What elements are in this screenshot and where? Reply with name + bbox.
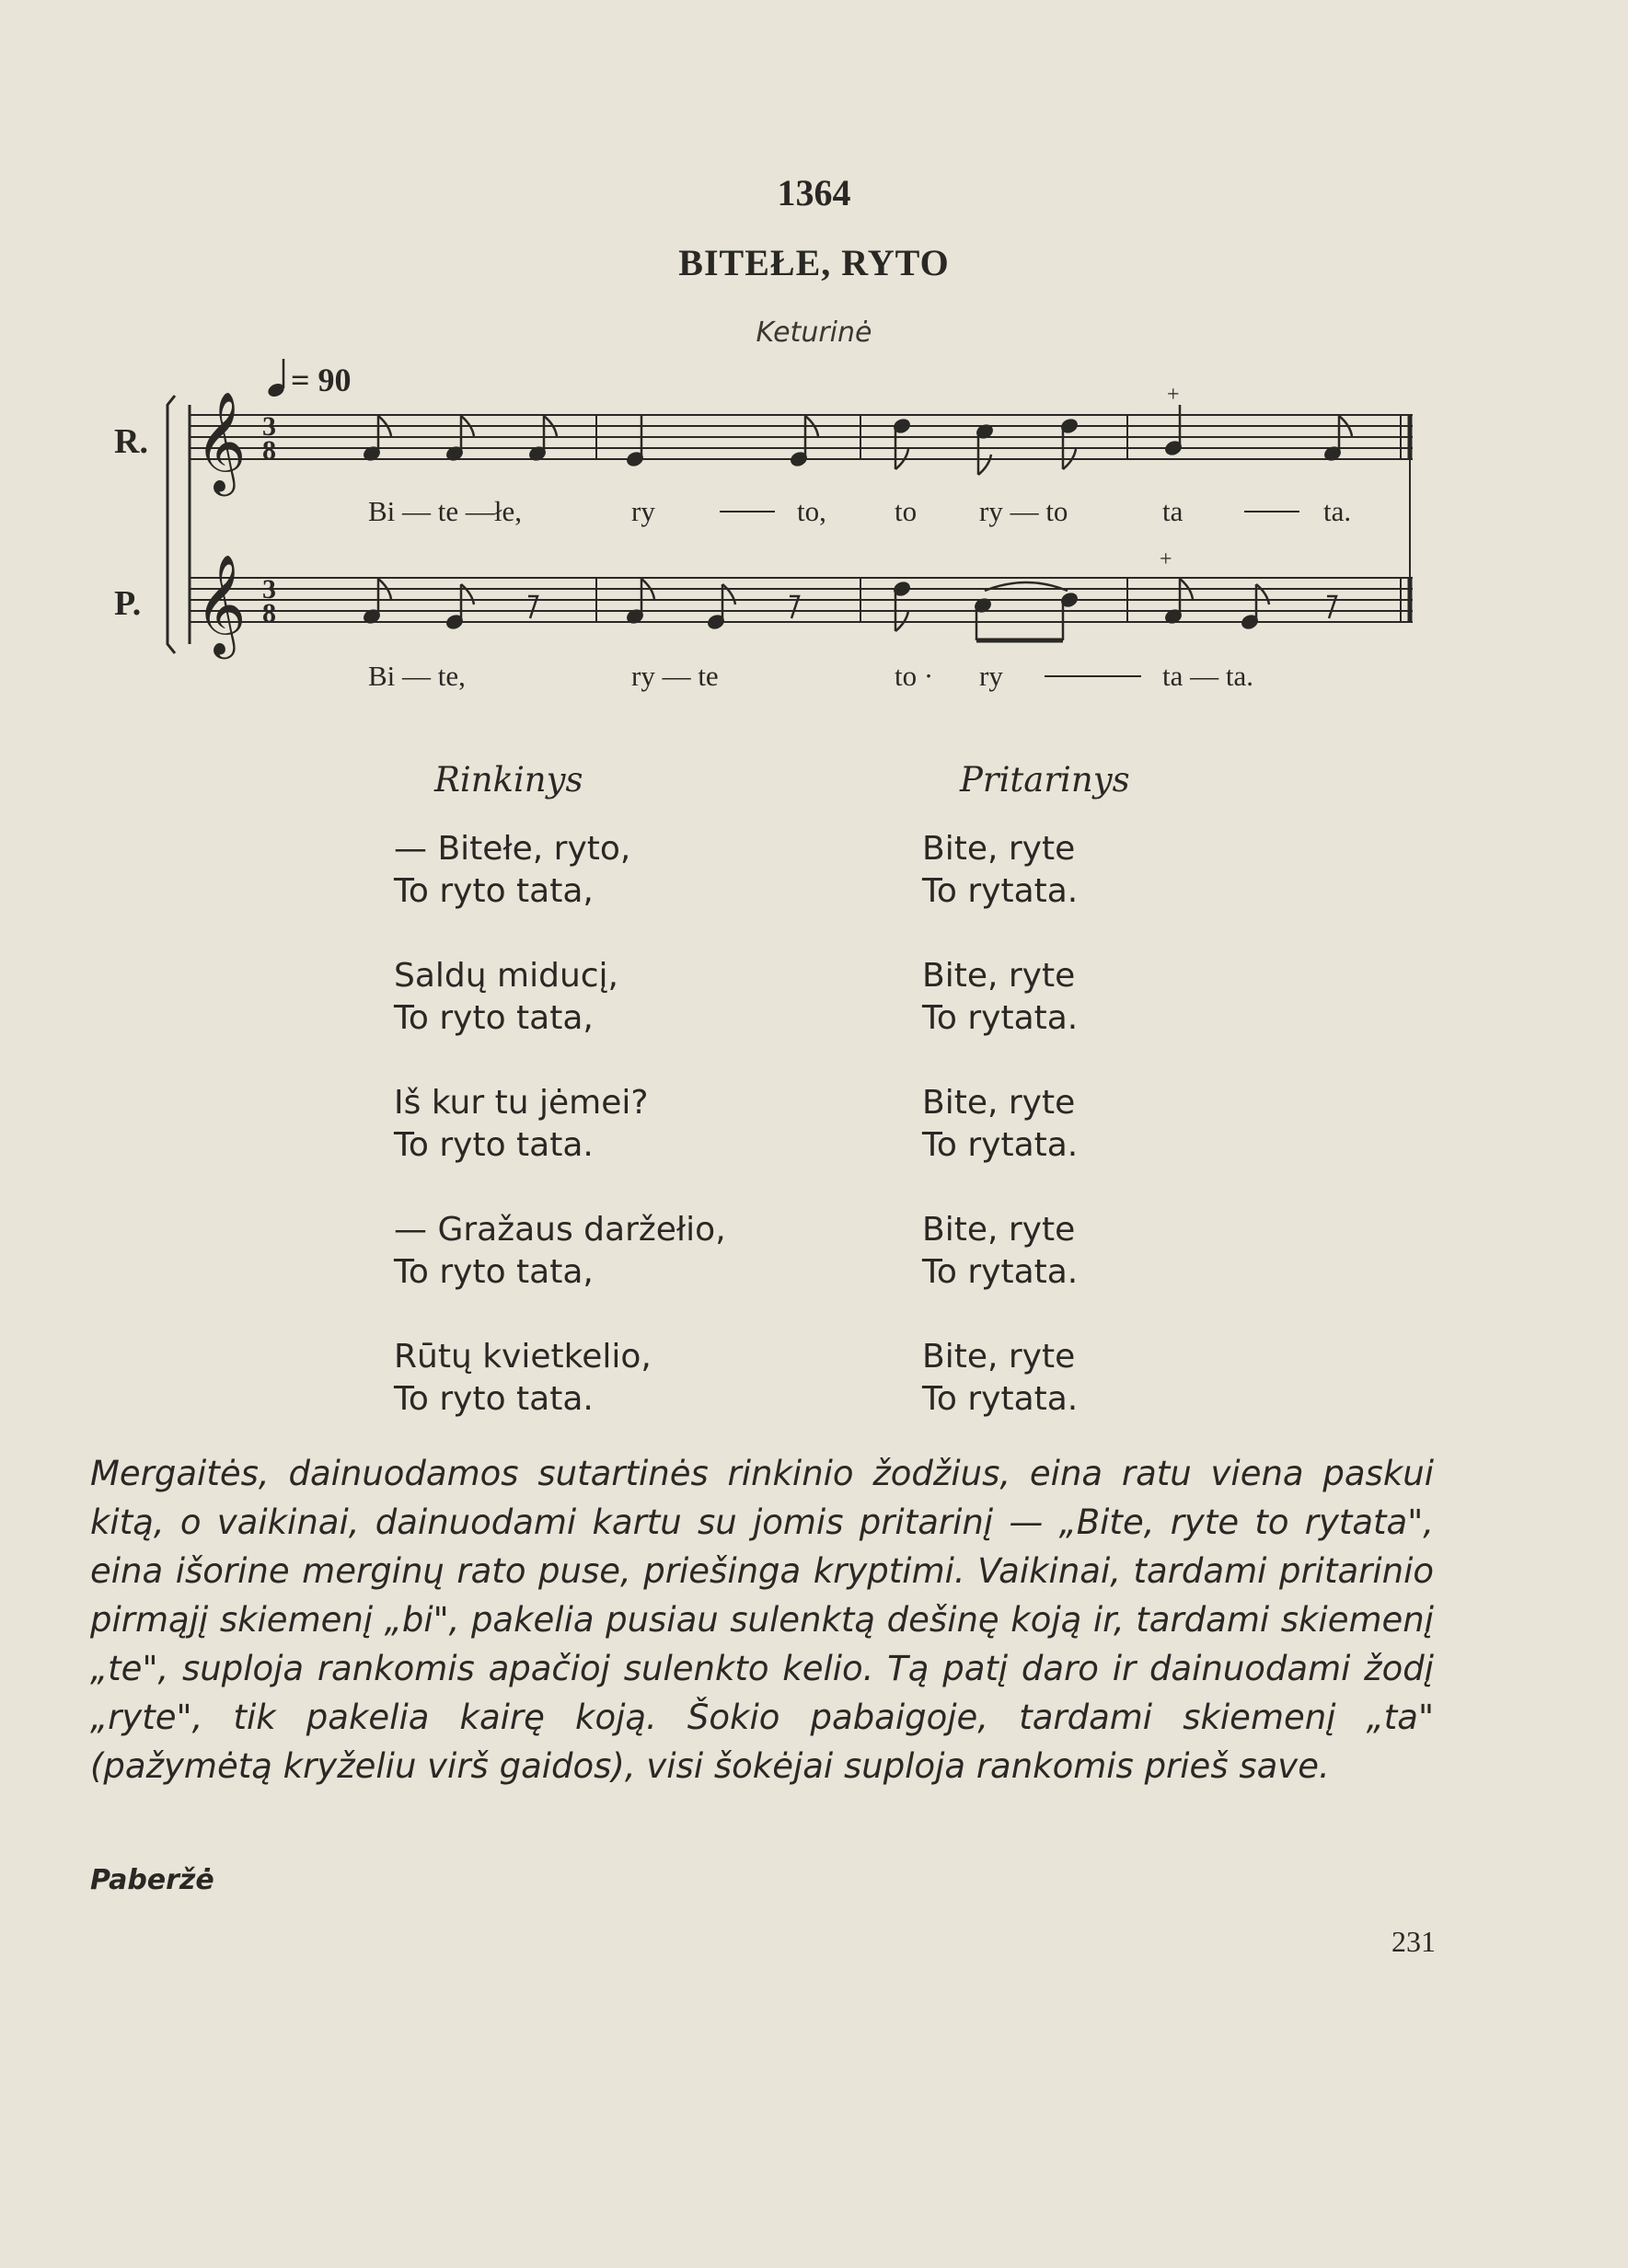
verse-line-pritarinys: Bite, ryte [922, 830, 1076, 868]
accent-cross: + [1167, 383, 1180, 407]
verse-line-pritarinys: To rytata. [922, 872, 1079, 910]
system-bracket [167, 396, 175, 653]
column-heading-right: Pritarinys [960, 760, 1130, 800]
lyric-syllable: ry — to [979, 495, 1068, 527]
song-subtitle: Keturinė [756, 317, 872, 349]
song-number: 1364 [777, 172, 851, 213]
lyric-syllable: Bi — te, [368, 660, 466, 692]
time-signature-top: 3 [262, 574, 276, 604]
lyric-syllable: ta — ta. [1162, 660, 1253, 692]
verse-line-rinkinys: Rūtų kvietkelio, [394, 1338, 652, 1376]
lyric-syllable: ta [1162, 495, 1183, 527]
lyric-syllable: to [895, 495, 918, 527]
tempo-mark: = 90 [291, 362, 352, 398]
treble-clef-icon: 𝄞 [195, 392, 247, 492]
time-signature-top: 3 [262, 411, 276, 442]
lyric-syllable: to · [895, 660, 934, 692]
time-signature-bottom: 8 [262, 598, 276, 628]
verse-line-rinkinys: To ryto tata. [394, 1126, 594, 1164]
verse-line-rinkinys: Saldų miducį, [394, 957, 619, 995]
performance-description: Mergaitės, dainuodamos sutartinės rinkinio žodžius, eina ratu viena paskui kitą, o vaikinai, dainuodami kartu su jomis pritarinį — „Bite, ryte to rytata", eina išorine merginų rato puse, priešinga kryptimi. Vaikinai, tardami pritarinio pirmąjį skiemenį „bi", pakelia pusiau sulenktą dešinę koją ir, tardami skiemenį „te", suploja rankomis apačioj sulenkto kelio. Tą patį daro ir dainuodami žodį „ryte", tik pakelia kairę koją. Šokio pabaigoje, tardami skiemenį „ta" (pažymėtą kryželiu virš gaidos), visi šokėjai suploja rankomis prieš save. [90, 1454, 1434, 1786]
lyric-syllable: Bi — te —łe, [368, 495, 523, 527]
verse-line-pritarinys: To rytata. [922, 1253, 1079, 1291]
music-score [0, 0, 1628, 708]
page-number: 231 [1391, 1925, 1436, 1958]
place-name: Paberžė [90, 1864, 214, 1896]
verse-line-pritarinys: Bite, ryte [922, 1084, 1076, 1122]
verse-line-rinkinys: To ryto tata, [394, 999, 594, 1037]
lyric-syllable: ry [631, 495, 655, 527]
treble-clef-icon: 𝄞 [195, 555, 247, 655]
lyric-syllable: ry — te [631, 660, 719, 692]
song-title: BITEŁE, RYTO [678, 242, 950, 283]
verse-line-rinkinys: — Bitełe, ryto, [394, 830, 631, 868]
time-signature-bottom: 8 [262, 435, 276, 466]
verse-line-pritarinys: Bite, ryte [922, 957, 1076, 995]
lyric-syllable: ta. [1323, 495, 1352, 527]
verse-line-pritarinys: Bite, ryte [922, 1338, 1076, 1376]
verse-line-rinkinys: To ryto tata, [394, 1253, 594, 1291]
verse-line-pritarinys: To rytata. [922, 1126, 1079, 1164]
verse-line-rinkinys: To ryto tata, [394, 872, 594, 910]
voice-label-p: P. [114, 584, 142, 623]
column-heading-left: Rinkinys [434, 760, 583, 800]
verse-line-rinkinys: — Gražaus daržełio, [394, 1211, 726, 1249]
lyric-syllable: to, [797, 495, 826, 527]
verse-line-rinkinys: Iš kur tu jėmei? [394, 1084, 649, 1122]
verse-line-pritarinys: To rytata. [922, 1380, 1079, 1418]
verse-line-pritarinys: To rytata. [922, 999, 1079, 1037]
lyric-syllable: ry [979, 660, 1003, 692]
verse-line-pritarinys: Bite, ryte [922, 1211, 1076, 1249]
accent-cross: + [1160, 547, 1172, 571]
verse-line-rinkinys: To ryto tata. [394, 1380, 594, 1418]
voice-label-r: R. [114, 422, 148, 461]
